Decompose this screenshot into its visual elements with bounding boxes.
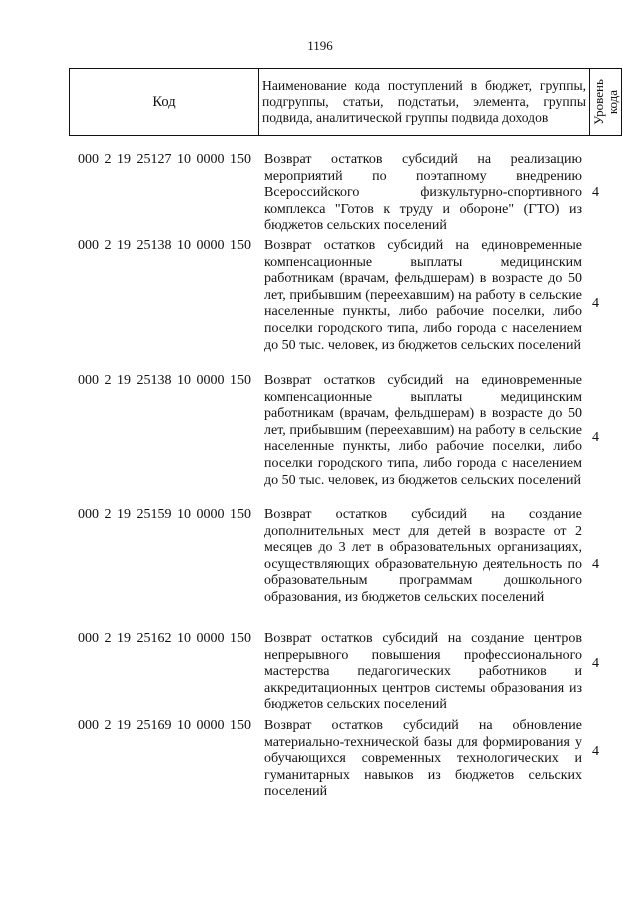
row-code: 000 2 19 25138 10 0000 150: [78, 373, 251, 388]
row-description: Возврат остатков субсидий на создание дополнительных мест для детей в возрасте от 2 месяцев до 3 лет в образовательных организациях, осуществляющих образовательную деятельность по образовательным программам дошкольного образования, из бюджетов сельских поселений: [264, 507, 582, 605]
header-name-cell: Наименование кода поступлений в бюджет, группы, подгруппы, статьи, подстатьи, элемента, группы подвида, аналитической группы подвида доходов: [259, 69, 590, 136]
header-table: [69, 68, 622, 136]
header-code-cell: Код: [70, 69, 259, 136]
table-row: [0, 507, 640, 629]
row-level: 4: [592, 296, 599, 311]
row-code: 000 2 19 25169 10 0000 150: [78, 718, 251, 733]
row-level: 4: [592, 185, 599, 200]
row-code: 000 2 19 25138 10 0000 150: [78, 238, 251, 253]
row-code: 000 2 19 25159 10 0000 150: [78, 507, 251, 522]
header-level-cell: [590, 69, 622, 136]
row-code: 000 2 19 25162 10 0000 150: [78, 631, 251, 646]
table-row: [0, 718, 640, 808]
row-level: 4: [592, 430, 599, 445]
header-level-line1: Уровень: [590, 79, 606, 125]
table-row: [0, 152, 640, 236]
table-row: [0, 631, 640, 716]
row-level: 4: [592, 744, 599, 759]
row-description: Возврат остатков субсидий на единовременные компенсационные выплаты медицинским работникам (врачам, фельдшерам) в возрасте до 50 лет, прибывшим (переехавшим) на работу в сельские населенные пункты, либо рабочие поселки, либо поселки городского типа, либо города с населением до 50 тыс. человек, из бюджетов сельских поселений: [264, 373, 582, 488]
row-level: 4: [592, 557, 599, 572]
row-level: 4: [592, 656, 599, 671]
row-description: Возврат остатков субсидий на обновление материально-технической базы для формирования у обучающихся современных технологических и гуманитарных навыков из бюджетов сельских поселений: [264, 718, 582, 800]
header-level-label: [592, 79, 620, 125]
row-description: Возврат остатков субсидий на реализацию мероприятий по поэтапному внедрению Всероссийского физкультурно-спортивного комплекса "Готов к труду и обороне" (ГТО) из бюджетов сельских поселений: [264, 152, 582, 234]
row-description: Возврат остатков субсидий на единовременные компенсационные выплаты медицинским работникам (врачам, фельдшерам) в возрасте до 50 лет, прибывшим (переехавшим) на работу в сельские населенные пункты, либо рабочие поселки, либо поселки городского типа, либо города с населением до 50 тыс. человек, из бюджетов сельских поселений: [264, 238, 582, 353]
table-row: [0, 238, 640, 371]
row-description: Возврат остатков субсидий на создание центров непрерывного повышения профессионального мастерства педагогических работников и аккредитационных центров системы образования из бюджетов сельских поселений: [264, 631, 582, 713]
header-level-line2: кода: [604, 89, 620, 115]
table-row: [0, 373, 640, 505]
page-number: 1196: [307, 38, 333, 53]
row-code: 000 2 19 25127 10 0000 150: [78, 152, 251, 167]
code-rows: [0, 152, 640, 810]
